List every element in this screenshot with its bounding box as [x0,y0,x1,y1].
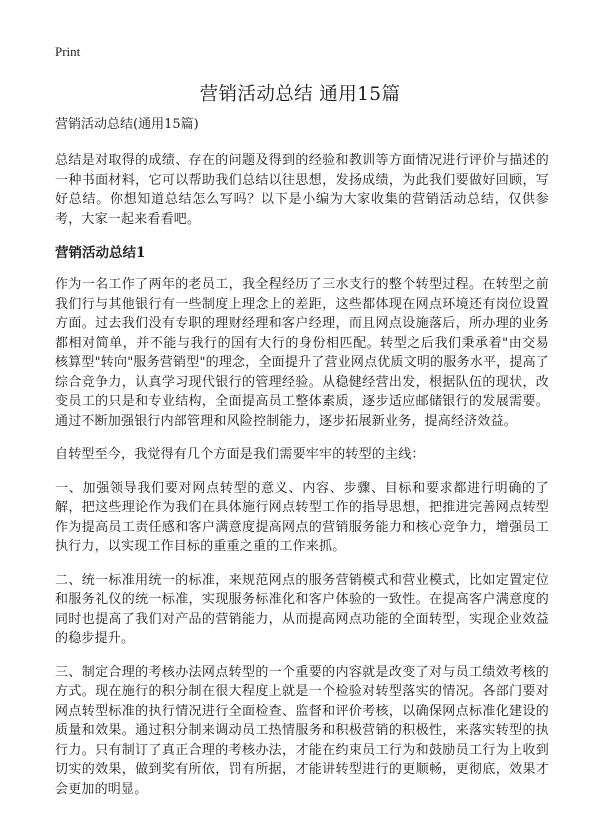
section-heading: 营销活动总结1 [55,245,146,261]
page-title: 营销活动总结 通用15篇 [199,84,401,105]
print-link[interactable]: Print [55,44,81,59]
document-body [55,115,549,813]
body-paragraph: 作为一名工作了两年的老员工，我全程经历了三水支行的整个转型过程。在转型之前我们行与其他银行有一些制度上理念上的差距，这些都体现在网点环境还有岗位设置方面。过去我们没有专职的理财经理和客户经理，而且网点设施落后，所办理的业务都相对简单，并不能与我行的国有大行的身份相匹配。转型之后我们秉承着"由交易核算型"转向"服务营销型"的理念，全面提升了营业网点优质文明的服务水平，提高了综合竞争力，认真学习现代银行的管理经验。从稳健经营出发，根据队伍的现状，改变员工的只是和专业结构，全面提高员工整体素质，逐步适应邮储银行的发展需要。通过不断加强银行内部管理和风险控制能力，逐步拓展新业务，提高经济效益。 [55,277,549,429]
body-paragraph: 自转型至今，我觉得有几个方面是我们需要牢牢的转型的主线： [55,447,425,462]
body-paragraph: 二、统一标准用统一的标准，来规范网点的服务营销模式和营业模式，比如定置定位和服务礼仪的统一标准，实现服务标准化和客户体验的一致性。在提高客户满意度的同时也提高了我们对产品的营销能力，从而提高网点功能的全面转型，实现企业效益的稳步提升。 [55,572,549,646]
document-subtitle: 营销活动总结(通用15篇) [55,117,199,132]
body-paragraph: 三、制定合理的考核办法网点转型的一个重要的内容就是改变了对与员工绩效考核的方式。现在施行的积分制在很大程度上就是一个检验对转型落实的情况。各部门要对网点转型标准的执行情况进行全面检查、监督和评价考核，以确保网点标准化建设的质量和效果。通过积分制来调动员工热情服务和积极营销的积极性，来落实转型的执行力。只有制订了真正合理的考核办法，才能在约束员工行为和鼓励员工行为上收到切实的效果，做到奖有所依，罚有所据，才能讲转型进行的更顺畅，更彻底，效果才会更加的明显。 [55,664,549,797]
body-paragraph: 一、加强领导我们要对网点转型的意义、内容、步骤、目标和要求都进行明确的了解，把这些理论作为我们在具体施行网点转型工作的指导思想，把推进完善网点转型作为提高员工责任感和客户满意度提高网点的营销服务能力和核心竞争力，增强员工执行力，以实现工作目标的重重之重的工作来抓。 [55,480,549,554]
intro-paragraph: 总结是对取得的成绩、存在的问题及得到的经验和教训等方面情况进行评价与描述的一种书面材料，它可以帮助我们总结以往思想，发扬成绩，为此我们要做好回顾，写好总结。你想知道总结怎么写吗？以下是小编为大家收集的营销活动总结，仅供参考，大家一起来看看吧。 [55,153,549,227]
